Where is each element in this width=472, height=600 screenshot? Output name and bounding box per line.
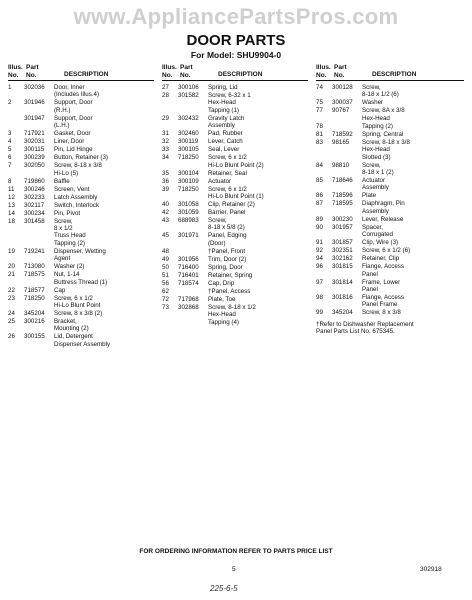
part-description: Clip, Retainer (2): [208, 201, 255, 209]
illus-number: 11: [8, 185, 15, 193]
part-number: 718250: [178, 185, 199, 193]
part-description: †Panel, Front: [208, 247, 246, 255]
parts-row: [8, 154, 154, 161]
part-description: Screen, Vent: [54, 185, 90, 193]
part-number: 718592: [332, 130, 353, 138]
illus-number: 48: [162, 247, 169, 255]
parts-row: [316, 224, 464, 239]
illus-number: 31: [162, 130, 169, 138]
part-description: Retainer, Seal: [208, 169, 247, 177]
parts-row: [8, 146, 154, 153]
part-number: 300037: [332, 99, 353, 107]
parts-row: [162, 186, 308, 201]
part-number: 719860: [24, 177, 45, 185]
illus-number: 49: [162, 255, 169, 263]
parts-row: [162, 217, 308, 232]
part-description: Screw, 8-18 x 5/8 (2): [208, 217, 245, 232]
parts-row: [8, 130, 154, 137]
column-header: [8, 62, 154, 81]
part-number: 301059: [178, 209, 199, 217]
parts-row: [162, 280, 308, 287]
illus-number: 29: [162, 114, 169, 122]
parts-row: [316, 247, 464, 254]
illus-number: 34: [162, 154, 169, 162]
parts-row: [162, 146, 308, 153]
handwritten-note: 225-6-5: [210, 584, 238, 593]
parts-row: [8, 138, 154, 145]
model-subtitle: For Model: SHU9904-0: [190, 50, 282, 60]
parts-row: [162, 138, 308, 145]
part-description: Support, Door (R.H.): [54, 99, 93, 114]
parts-row: [8, 333, 154, 348]
part-number: 301814: [332, 278, 353, 286]
part-number: 302050: [24, 162, 45, 170]
part-description: Washer (2): [54, 263, 85, 271]
parts-row: [316, 239, 464, 246]
part-number: 716401: [178, 271, 199, 279]
part-description: Trim, Door (2): [208, 255, 247, 263]
illus-number: 99: [316, 309, 323, 317]
ordering-info-footer: FOR ORDERING INFORMATION REFER TO PARTS PRICE LIST: [139, 548, 333, 555]
illus-number: 51: [162, 271, 169, 279]
part-number: 718250: [24, 294, 45, 302]
part-description: Flange, Access Panel: [362, 263, 404, 278]
parts-row: [8, 263, 154, 270]
part-number: 718595: [332, 200, 353, 208]
part-description: Screw, 8 x 1/2 Truss Head Tapping (2): [54, 217, 86, 247]
description-header: DESCRIPTION: [64, 71, 109, 78]
parts-row: [162, 264, 308, 271]
part-description: Barrier, Panel: [208, 209, 246, 217]
part-description: Pin, Lid Hinge: [54, 146, 93, 154]
part-description: Retainer, Clip: [362, 255, 400, 263]
illus-number: 14: [8, 209, 15, 217]
illus-number: 33: [162, 146, 169, 154]
part-description: Cap, Drip: [208, 279, 235, 287]
parts-row: [162, 178, 308, 185]
illus-number: 18: [8, 217, 15, 225]
part-number: 302460: [178, 130, 199, 138]
parts-row: [316, 279, 464, 294]
part-number: 713080: [24, 263, 45, 271]
part-number: 345204: [24, 310, 45, 318]
part-description: Screw, 8-18 x 1/2 (6): [362, 84, 399, 99]
part-description: Lever, Release: [362, 215, 404, 223]
part-number: 300246: [24, 185, 45, 193]
illus-number: 81: [316, 130, 323, 138]
part-description: Support, Door (L.H.): [54, 114, 93, 130]
illus-number: 4: [8, 138, 12, 146]
column-header: [162, 62, 308, 81]
part-description: Screw, 8 x 3/8 (2): [54, 310, 103, 318]
part-number: 300115: [24, 146, 45, 154]
part-number: 301946: [24, 99, 45, 107]
replacement-panel-note: †Refer to Dishwasher Replacement Panel Parts List No. 675345.: [316, 320, 414, 336]
illus-number: 96: [316, 263, 323, 271]
part-description: Cap: [54, 286, 66, 294]
part-description: Gasket, Door: [54, 130, 91, 138]
illus-number: 26: [8, 333, 15, 341]
illus-number: 22: [8, 286, 15, 294]
parts-row: [316, 192, 464, 199]
part-description: Baffle: [54, 177, 70, 185]
illus-number: 83: [316, 138, 323, 146]
parts-row: [8, 194, 154, 201]
page-number: 5: [232, 566, 236, 573]
parts-row: [8, 248, 154, 263]
illus-number: 19: [8, 247, 15, 255]
parts-row: [8, 295, 154, 310]
part-description: Screw, 8-18 x 3/8 Hi-Lo (5): [54, 162, 102, 177]
illus-no-header: Illus. No.: [162, 64, 177, 79]
parts-row: [316, 294, 464, 309]
part-number: 719241: [24, 247, 45, 255]
illus-number: 94: [316, 255, 323, 263]
illus-number: 13: [8, 201, 15, 209]
illus-number: 20: [8, 263, 15, 271]
part-number: 718250: [178, 154, 199, 162]
illus-number: 35: [162, 169, 169, 177]
part-number: 302031: [24, 138, 45, 146]
part-no-header: Part No.: [26, 64, 39, 79]
part-number: 301947: [24, 114, 45, 122]
part-number: 345204: [332, 309, 353, 317]
illus-number: 28: [162, 92, 169, 99]
part-description: Screw, 6 x 1/2 (6): [362, 247, 411, 255]
parts-column-1: [8, 62, 154, 349]
part-description: Pad, Rubber: [208, 130, 243, 138]
illus-number: 72: [162, 295, 169, 303]
illus-number: 45: [162, 232, 169, 240]
page-title: DOOR PARTS: [186, 32, 286, 49]
part-description: Pin, Pivot: [54, 209, 81, 217]
part-number: 300216: [24, 318, 45, 326]
part-description: Gravity Latch Assembly: [208, 114, 245, 130]
part-description: Spacer, Corrugated: [362, 223, 393, 239]
illus-number: 24: [8, 310, 15, 318]
parts-row: [8, 84, 154, 99]
part-number: 302432: [178, 114, 199, 122]
part-description: Screw, 8 x 3/8: [362, 309, 401, 317]
parts-row: [316, 255, 464, 262]
parts-row: [162, 84, 308, 91]
part-description: Washer: [362, 99, 384, 107]
part-number: 718577: [24, 286, 45, 294]
parts-row: [8, 210, 154, 217]
part-number: 98810: [332, 161, 350, 169]
illus-number: 25: [8, 318, 15, 326]
part-description: Screw, 6 x 1/2 Hi-Lo Blunt Point: [54, 294, 101, 310]
parts-row: [8, 99, 154, 114]
part-number: 717921: [24, 130, 45, 138]
part-description: Frame, Lower Panel: [362, 278, 401, 294]
part-number: 302162: [332, 255, 353, 263]
illus-number: 98: [316, 294, 323, 302]
illus-number: 89: [316, 215, 323, 223]
part-description: Plate, Toe: [208, 295, 236, 303]
part-number: 90767: [332, 107, 350, 115]
part-description: Spring, Central: [362, 130, 404, 138]
part-number: 300104: [178, 169, 199, 177]
illus-no-header: Illus. No.: [316, 64, 331, 79]
part-number: 688983: [178, 217, 199, 225]
part-description: Plate: [362, 192, 377, 200]
part-number: 301058: [178, 201, 199, 209]
part-description: Switch, Interlock: [54, 201, 100, 209]
part-number: 301816: [332, 294, 353, 302]
illus-number: 8: [8, 177, 12, 185]
illus-number: 62: [162, 287, 169, 295]
part-description: Clip, Wire (3): [362, 239, 399, 247]
part-description: †Panel, Access: [208, 287, 251, 295]
part-number: 716400: [178, 263, 199, 271]
part-number: 301857: [332, 239, 353, 247]
illus-number: 39: [162, 185, 169, 193]
part-number: 302117: [24, 201, 45, 209]
parts-row: [316, 139, 464, 161]
part-description: Screw, 8-18 x 3/8 Hex-Head Slotted (3): [362, 138, 410, 161]
illus-number: 92: [316, 247, 323, 255]
parts-row: [316, 263, 464, 278]
part-number: 300155: [24, 333, 45, 341]
part-number: 301458: [24, 217, 45, 225]
part-number: 300105: [178, 146, 199, 154]
illus-number: 5: [8, 146, 12, 154]
part-description: Bracket, Mounting (2): [54, 318, 89, 333]
illus-number: 32: [162, 138, 169, 146]
parts-row: [316, 162, 464, 177]
illus-number: 91: [316, 239, 323, 247]
part-description: Spring, Door: [208, 263, 243, 271]
parts-row: [162, 232, 308, 247]
part-number: 301971: [178, 232, 199, 240]
part-number: 718574: [178, 279, 199, 287]
illus-number: 42: [162, 209, 169, 217]
parts-column-3: [316, 62, 464, 336]
illus-number: 73: [162, 303, 169, 311]
illus-number: 86: [316, 192, 323, 200]
illus-number: 40: [162, 201, 169, 209]
parts-row: [162, 296, 308, 303]
part-number: 301815: [332, 263, 353, 271]
part-number: 98165: [332, 138, 350, 146]
part-description: Actuator Assembly: [362, 177, 389, 192]
illus-number: 21: [8, 271, 15, 279]
parts-column-2: [162, 62, 308, 327]
part-number: 302233: [24, 193, 45, 201]
parts-row: [316, 131, 464, 138]
parts-row: [162, 272, 308, 279]
illus-number: 23: [8, 294, 15, 302]
parts-row: [316, 177, 464, 192]
parts-row: [316, 123, 464, 130]
part-number: 300234: [24, 209, 45, 217]
parts-row: [8, 162, 154, 177]
part-description: Flange, Access Panel Frame: [362, 294, 404, 309]
parts-row: [162, 248, 308, 255]
parts-row: [162, 288, 308, 295]
part-description: Seal, Lever: [208, 146, 240, 154]
illus-number: 7: [8, 162, 12, 170]
parts-row: [316, 216, 464, 223]
parts-row: [8, 186, 154, 193]
parts-row: [8, 115, 154, 130]
part-description: Screw, 8-18 x 1 (2): [362, 161, 394, 177]
illus-number: 74: [316, 84, 323, 91]
part-number: 718646: [332, 177, 353, 185]
part-description: Tapping (2): [362, 122, 393, 130]
part-number: 302036: [24, 84, 45, 91]
illus-number: 97: [316, 278, 323, 286]
watermark: www.AppliancePartsPros.com: [73, 4, 399, 29]
description-header: DESCRIPTION: [218, 71, 263, 78]
part-description: Actuator: [208, 177, 232, 185]
illus-number: 85: [316, 177, 323, 185]
description-header: DESCRIPTION: [372, 71, 417, 78]
part-number: 300119: [178, 138, 199, 146]
column-header: [316, 62, 464, 81]
parts-row: [162, 130, 308, 137]
part-number: 718575: [24, 271, 45, 279]
part-number: 717968: [178, 295, 199, 303]
part-description: Dispenser, Wetting Agent: [54, 247, 106, 263]
part-number: 301957: [332, 223, 353, 231]
illus-number: 84: [316, 161, 323, 169]
parts-row: [162, 170, 308, 177]
illus-number: 78: [316, 122, 323, 130]
part-no-header: Part No.: [180, 64, 193, 79]
part-description: Lid, Detergent Dispenser Assembly: [54, 333, 111, 348]
illus-number: 75: [316, 99, 323, 107]
parts-row: [8, 202, 154, 209]
illus-number: 27: [162, 84, 169, 91]
part-description: Lever, Catch: [208, 138, 243, 146]
parts-row: [8, 271, 154, 286]
part-number: 300109: [178, 177, 199, 185]
part-description: Liner, Door: [54, 138, 85, 146]
illus-number: 6: [8, 154, 12, 162]
illus-number: 36: [162, 177, 169, 185]
illus-number: 50: [162, 263, 169, 271]
parts-row: [162, 115, 308, 130]
parts-row: [316, 200, 464, 215]
part-number: 718596: [332, 192, 353, 200]
part-description: Screw, 6 x 1/2 Hi-Lo Blunt Point (1): [208, 185, 264, 201]
part-number: 302351: [332, 247, 353, 255]
part-description: Latch Assembly: [54, 193, 98, 201]
part-description: Spring, Lid: [208, 84, 238, 91]
part-description: Diaphragm, Pin Assembly: [362, 200, 405, 215]
illus-number: 77: [316, 107, 323, 115]
parts-row: [162, 154, 308, 169]
illus-number: 1: [8, 84, 12, 91]
part-description: Screw, 6 x 1/2 Hi-Lo Blunt Point (2): [208, 154, 264, 169]
parts-row: [8, 318, 154, 333]
parts-row: [316, 84, 464, 99]
parts-row: [316, 99, 464, 106]
illus-number: 56: [162, 279, 169, 287]
illus-number: 12: [8, 193, 15, 201]
parts-row: [8, 310, 154, 317]
parts-row: [162, 201, 308, 208]
part-number: 300239: [24, 154, 45, 162]
illus-number: 2: [8, 99, 12, 107]
part-number: 301956: [178, 255, 199, 263]
part-description: Retainer, Spring: [208, 271, 253, 279]
illus-number: 87: [316, 200, 323, 208]
parts-row: [162, 92, 308, 114]
part-description: Panel, Edging (Door): [208, 232, 247, 247]
part-description: Button, Retainer (3): [54, 154, 108, 162]
illus-number: 43: [162, 217, 169, 225]
parts-row: [162, 304, 308, 326]
document-number: 302918: [420, 566, 442, 573]
illus-number: 90: [316, 223, 323, 231]
illus-number: 3: [8, 130, 12, 138]
part-description: Screw, 8-18 x 1/2 Hex-Head Tapping (4): [208, 303, 256, 326]
part-number: 300106: [178, 84, 199, 91]
part-number: 300128: [332, 84, 353, 91]
parts-row: [316, 309, 464, 316]
part-description: Nut, 1-14 Buttress Thread (1): [54, 271, 108, 286]
part-number: 302868: [178, 303, 199, 311]
part-description: Screw, 8A x 3/8 Hex-Head: [362, 107, 405, 122]
parts-row: [8, 218, 154, 248]
part-description: Door, Inner (Includes Illus.4): [54, 84, 100, 99]
parts-row: [316, 107, 464, 122]
part-no-header: Part No.: [334, 64, 347, 79]
parts-row: [162, 256, 308, 263]
parts-row: [8, 287, 154, 294]
parts-row: [162, 209, 308, 216]
part-description: Screw, 6-32 x 1 Hex-Head Tapping (1): [208, 92, 251, 114]
part-number: 301582: [178, 92, 199, 99]
parts-row: [8, 178, 154, 185]
part-number: 300230: [332, 215, 353, 223]
illus-no-header: Illus. No.: [8, 64, 23, 79]
